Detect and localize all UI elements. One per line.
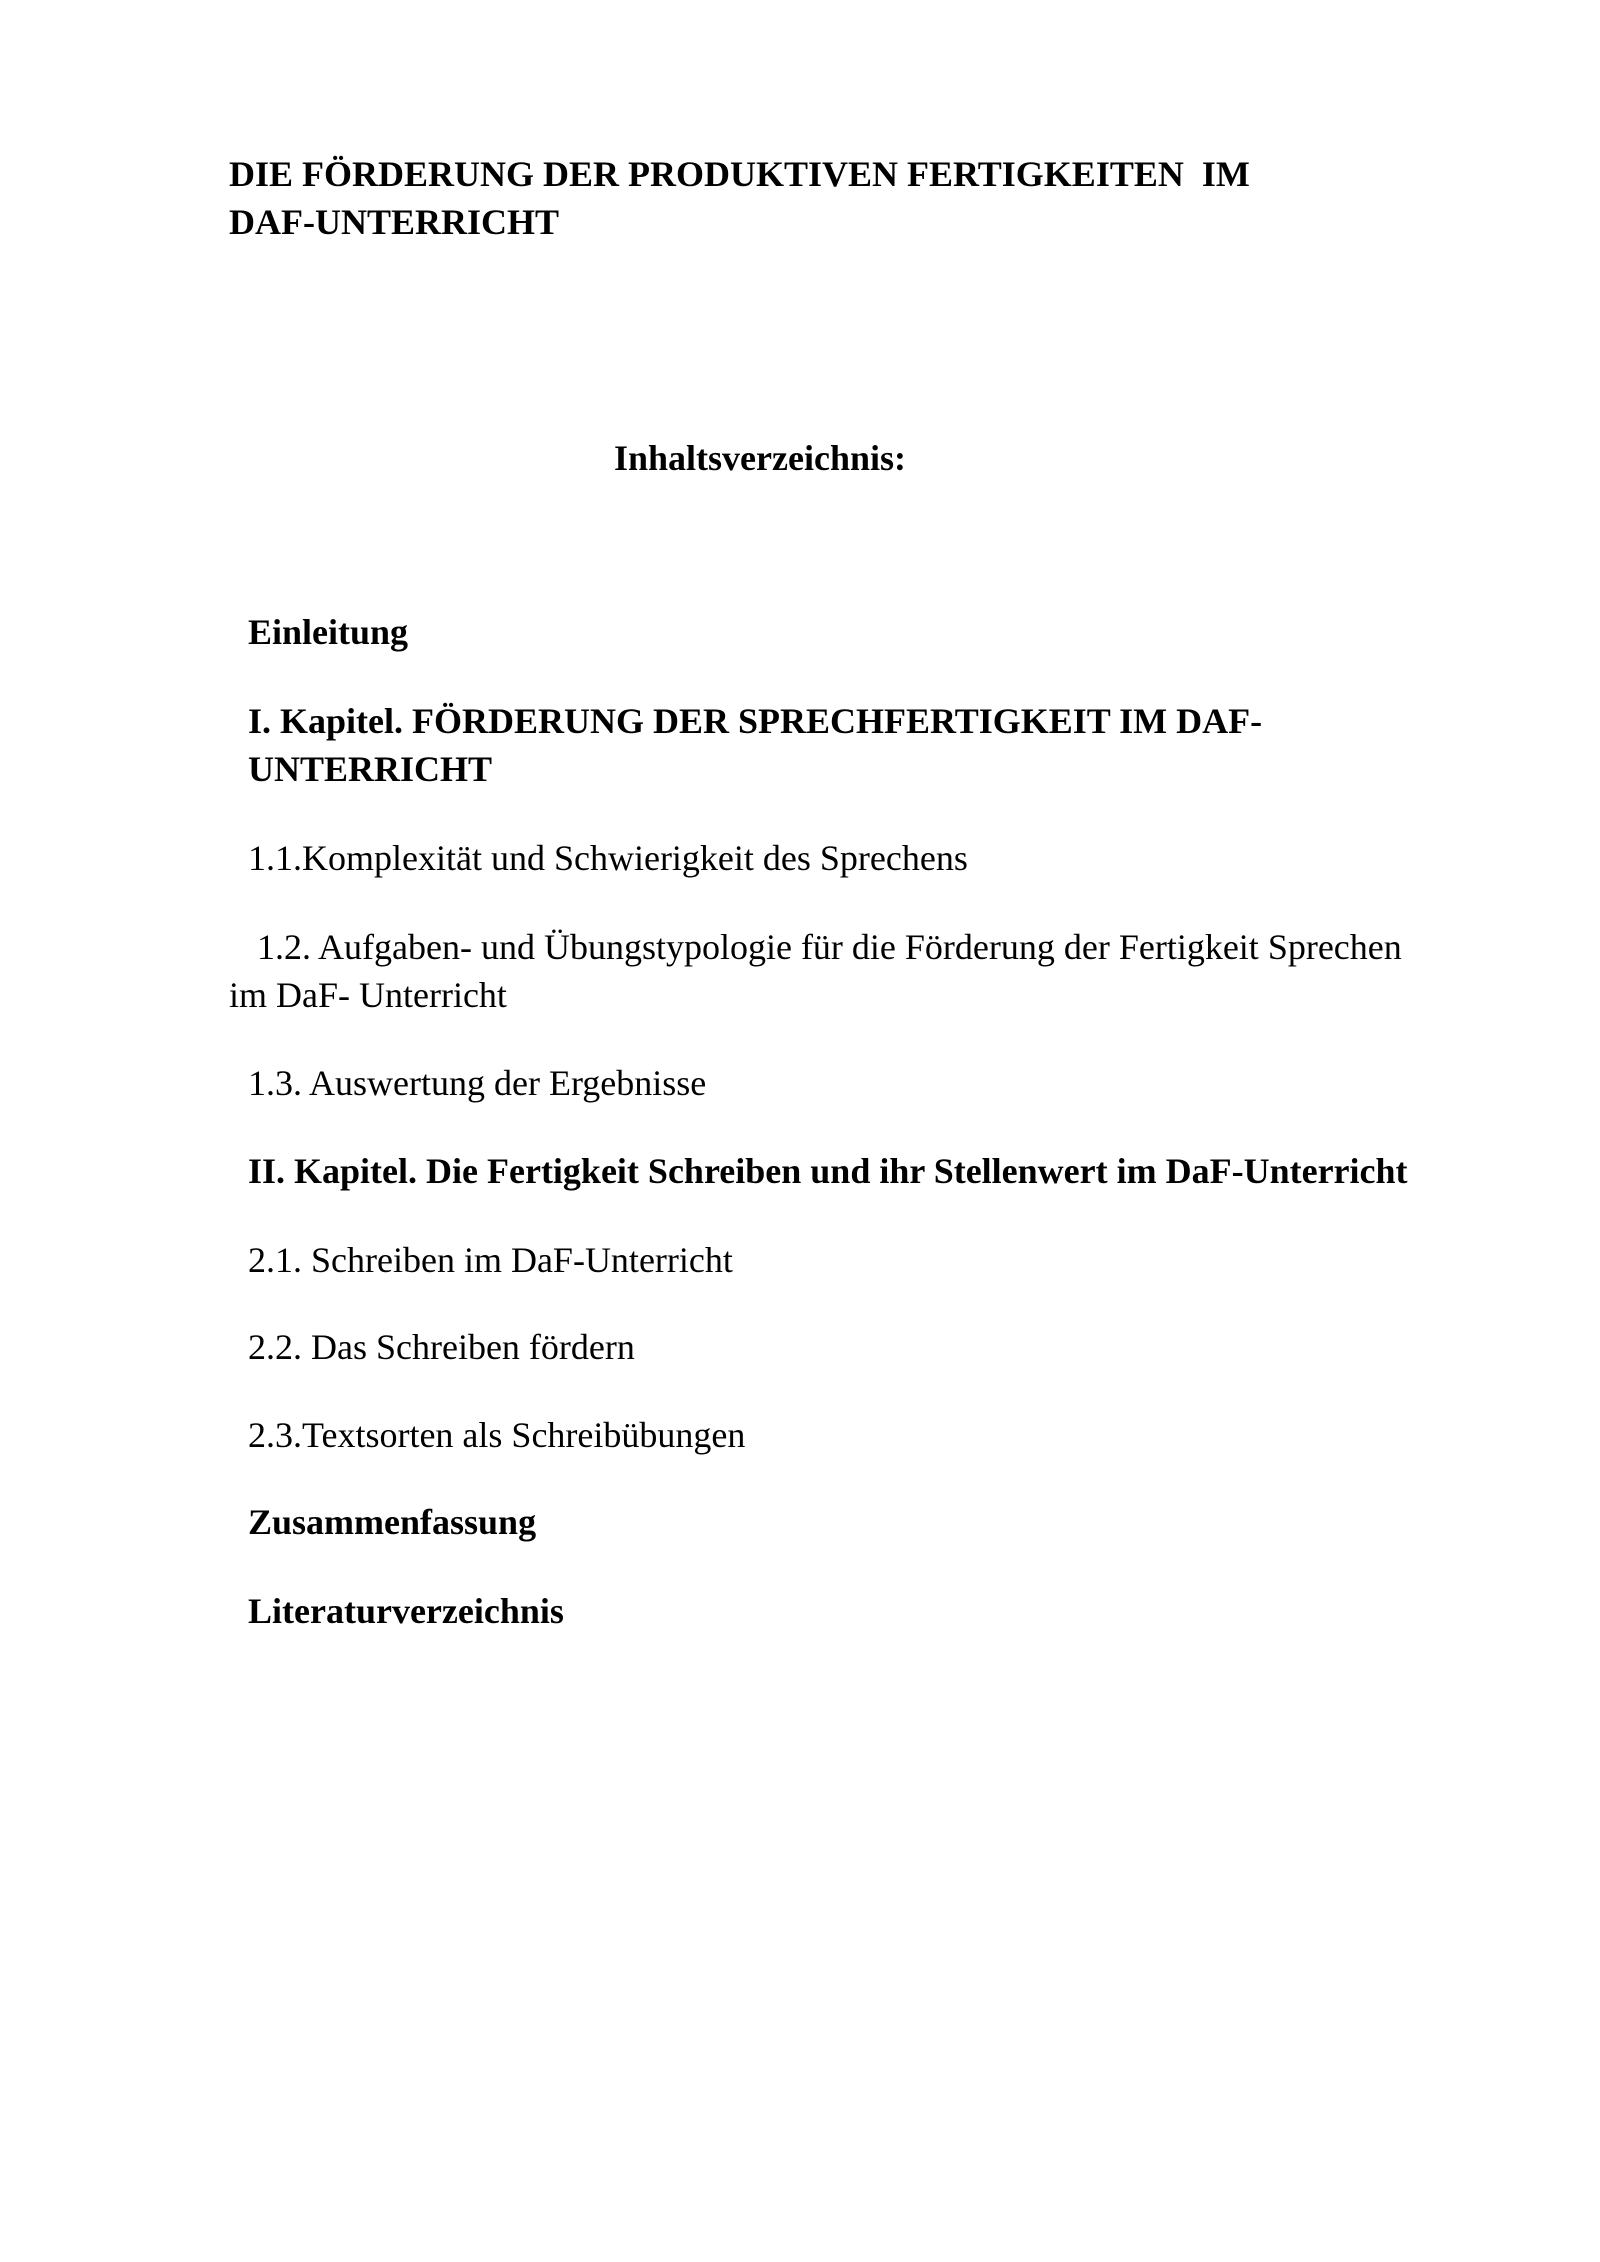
toc-entry-einleitung: Einleitung [248,612,409,652]
toc-entry-2-1: 2.1. Schreiben im DaF-Unterricht [248,1240,733,1280]
toc-entry-2-3: 2.3.Textsorten als Schreibübungen [248,1415,746,1455]
toc-entry-1-2-line-1: 1.2. Aufgaben- und Übungstypologie für die Förderung der Fertigkeit Sprechen [248,927,1402,967]
toc-entry-2-2: 2.2. Das Schreiben fördern [248,1327,635,1367]
toc-entry-kapitel-1-line-2: UNTERRICHT [248,749,493,789]
toc-entry-1-1: 1.1.Komplexität und Schwierigkeit des Sprechens [248,838,968,878]
toc-heading: Inhaltsverzeichnis: [614,438,906,478]
toc-entry-1-2-line-2: im DaF- Unterricht [229,975,507,1015]
document-title-line-2: DAF-UNTERRICHT [229,202,560,242]
toc-entry-zusammenfassung: Zusammenfassung [248,1502,537,1542]
toc-entry-literaturverzeichnis: Literaturverzeichnis [248,1591,564,1631]
toc-entry-1-3: 1.3. Auswertung der Ergebnisse [248,1063,707,1103]
document-title-line-1: DIE FÖRDERUNG DER PRODUKTIVEN FERTIGKEITEN IM [229,154,1250,194]
toc-entry-kapitel-2: II. Kapitel. Die Fertigkeit Schreiben und ihr Stellenwert im DaF-Unterricht [248,1151,1408,1191]
toc-entry-kapitel-1-line-1: I. Kapitel. FÖRDERUNG DER SPRECHFERTIGKEIT IM DAF- [248,701,1263,741]
document-title [229,150,1429,246]
